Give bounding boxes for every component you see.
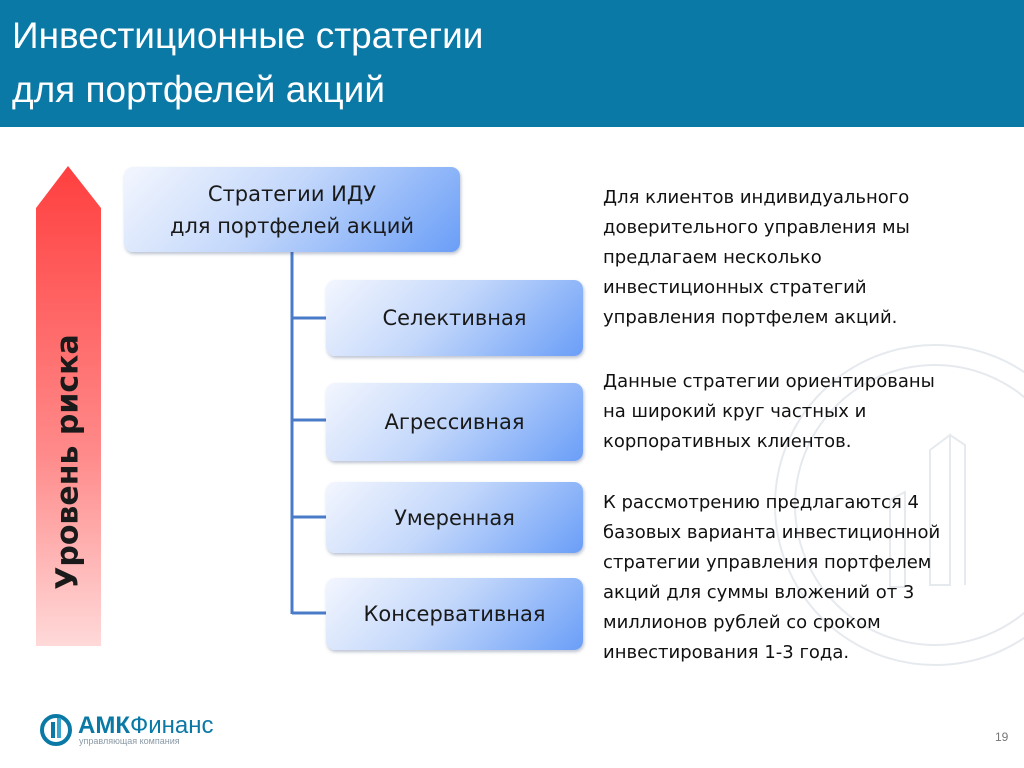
page-number: 19: [995, 730, 1009, 744]
description-paragraph-2: Данные стратегии ориентированы на широкий круг частных и корпоративных клиентов.: [603, 371, 935, 452]
description-paragraph-1: Для клиентов индивидуального доверительного управления мы предлагаем несколько инвестиционных стратегий управления портфелем акций.: [603, 187, 910, 328]
root-strategy-line-2: для портфелей акций: [169, 213, 415, 238]
company-logo-subtitle: управляющая компания: [79, 736, 180, 746]
description-paragraph-3: К рассмотрению предлагаются 4 базовых варианта инвестиционной стратегии управления портфелем акций для суммы вложений от 3 миллионов рублей со сроком инвестирования 1-3 года.: [603, 492, 941, 663]
strategy-box-conservative: [326, 578, 583, 650]
strategy-box-selective: [326, 280, 583, 356]
strategy-box-moderate: [326, 482, 583, 553]
logo-rest: Финанс: [129, 712, 214, 739]
strategy-box-aggressive: [326, 383, 583, 461]
page-title-line-2: для портфелей акций: [12, 69, 386, 110]
strategy-label: Умеренная: [394, 505, 515, 530]
strategy-label: Селективная: [382, 306, 527, 330]
strategy-label: Агрессивная: [384, 410, 525, 434]
risk-level-label: Уровень риска: [50, 334, 86, 590]
page-title-line-1: Инвестиционные стратегии: [12, 15, 484, 56]
strategy-label: Консервативная: [363, 602, 546, 626]
title-bar: [0, 0, 1024, 127]
root-strategy-box: [124, 167, 460, 252]
root-strategy-line-1: Стратегии ИДУ: [207, 181, 377, 206]
logo-bold: АМК: [78, 712, 130, 739]
